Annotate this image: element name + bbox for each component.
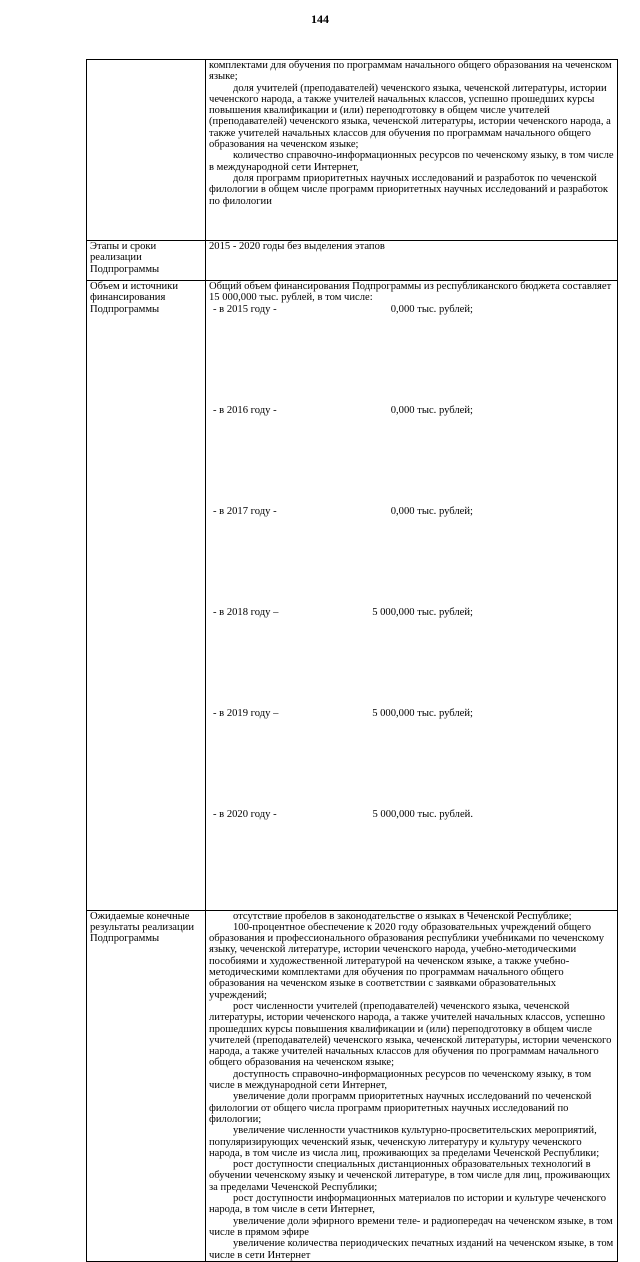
row-content xyxy=(206,281,618,911)
passport-table xyxy=(86,59,618,1262)
year-amount: 0,000 тыс. рублей; xyxy=(390,404,473,416)
paragraph: 100-процентное обеспечение к 2020 году образовательных учреждений общего образования и профессионального образования республики учебниками по чеченскому языку, чеченской литературе, истории чеченского народа, учебно-методическими пособиями и художественной литературой на чеченском языке, а также учебно-методическими комплектами для обучения по программам начального общего образования на чеченском языке в соответствии с заявками образовательных учреждений; xyxy=(209,921,605,1001)
year-amount: 5 000,000 тыс. рублей. xyxy=(372,808,473,820)
funding-year-row xyxy=(213,405,477,506)
row-label xyxy=(87,60,206,241)
table-row xyxy=(87,281,618,911)
page-number: 144 xyxy=(311,12,329,26)
funding-year-row xyxy=(213,304,477,405)
year-label: - в 2017 году - xyxy=(213,505,277,517)
paragraph: рост доступности специальных дистанционных образовательных технологий в обучении чеченскому языку и чеченской литературе, в том числе для лиц, проживающих за пределами Чеченской Республики; xyxy=(209,1159,611,1193)
year-label: - в 2018 году – xyxy=(213,606,279,618)
table-row xyxy=(87,60,618,241)
paragraph: количество справочно-информационных ресурсов по чеченскому языку, в том числе в международной сети Интернет, xyxy=(209,150,614,173)
year-amount: 0,000 тыс. рублей; xyxy=(390,505,473,517)
paragraph: увеличение доли эфирного времени теле- и радиопередач на чеченском языке, в том числе в прямом эфире xyxy=(209,1215,613,1238)
row-label: Ожидаемые конечные результаты реализации Подпрограммы xyxy=(87,910,206,1261)
year-label: - в 2016 году - xyxy=(213,404,277,416)
paragraph: увеличение численности участников культурно-просветительских мероприятий, популяризирующих чеченский язык, чеченскую литературу и культуру чеченского народа, в том числе из числа лиц, проживающих за пределами Чеченской Республики; xyxy=(209,1125,600,1159)
table-row xyxy=(87,241,618,281)
table-row xyxy=(87,910,618,1261)
year-amount: 5 000,000 тыс. рублей; xyxy=(372,606,473,618)
paragraph: комплектами для обучения по программам начального общего образования на чеченском языке; xyxy=(209,60,612,83)
year-label: - в 2019 году – xyxy=(213,707,279,719)
funding-intro: Общий объем финансирования Подпрограммы из республиканского бюджета составляет 15 000,000 тыс. рублей, в том числе: xyxy=(209,281,612,304)
paragraph: доступность справочно-информационных ресурсов по чеченскому языку, в том числе в международной сети Интернет, xyxy=(209,1068,592,1092)
funding-by-year xyxy=(213,304,477,910)
paragraph: рост доступности информационных материалов по истории и культуре чеченского народа, в том числе в сети Интернет, xyxy=(209,1193,607,1216)
funding-year-row xyxy=(213,506,477,607)
year-amount: 0,000 тыс. рублей; xyxy=(390,303,473,315)
funding-year-row xyxy=(213,809,477,910)
paragraph: увеличение количества периодических печатных изданий на чеченском языке, в том числе в сети Интернет xyxy=(209,1238,614,1261)
row-content: 2015 - 2020 годы без выделения этапов xyxy=(206,241,618,281)
paragraph: увеличение доли программ приоритетных научных исследований по чеченской филологии от общего числа программ приоритетных научных исследований по филологии; xyxy=(209,1091,592,1125)
paragraph: рост численности учителей (преподавателей) чеченского языка, чеченской литературы, истории чеченского народа, а также учителей начальных классов, успешно прошедших курсы повышения квалификации и (или) переподготовку в общем числе учителей (преподавателей) чеченского языка, чеченской литературы, истории чеченского народа, а также учителей начальных классов для обучения по программам начального общего образования на чеченском языке; xyxy=(209,1000,612,1069)
year-label: - в 2015 году - xyxy=(213,303,277,315)
funding-year-row xyxy=(213,607,477,708)
row-content xyxy=(206,60,618,241)
funding-year-row xyxy=(213,708,477,809)
row-label: Этапы и сроки реализации Подпрограммы xyxy=(87,241,206,281)
paragraph: отсутствие пробелов в законодательстве о языках в Чеченской Республике; xyxy=(233,910,572,922)
paragraph: доля учителей (преподавателей) чеченского языка, чеченской литературы, истории чеченского народа, а также учителей начальных классов, успешно прошедших курсы повышения квалификации и (или) переподготовку в общем числе учителей (преподавателей) чеченского языка, чеченской литературы, истории чеченского народа, а также учителей начальных классов для обучения по программам начального общего образования на чеченском языке; xyxy=(209,82,611,151)
year-amount: 5 000,000 тыс. рублей; xyxy=(372,707,473,719)
row-label: Объем и источники финансирования Подпрограммы xyxy=(87,281,206,911)
row-content xyxy=(206,910,618,1261)
year-label: - в 2020 году - xyxy=(213,808,277,820)
paragraph: доля программ приоритетных научных исследований и разработок по чеченской филологии в общем числе программ приоритетных научных исследований и разработок по филологии xyxy=(209,172,609,207)
